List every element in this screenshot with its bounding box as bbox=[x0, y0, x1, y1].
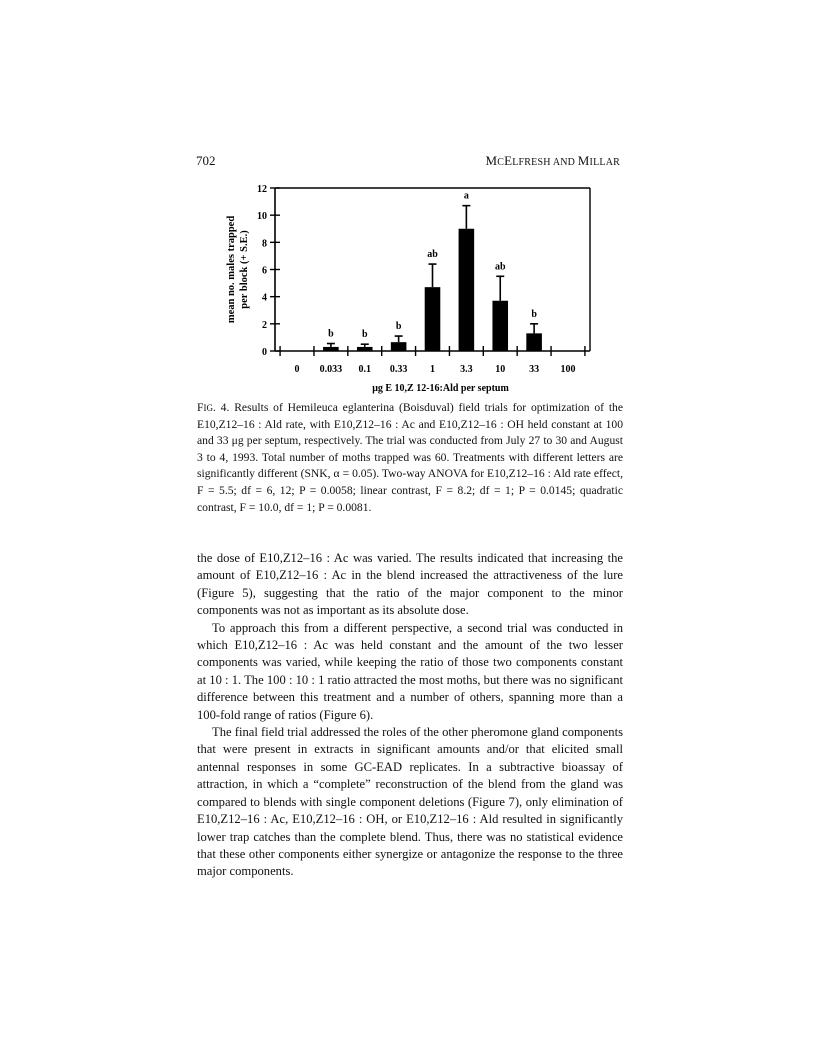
x-tick-label: 0.033 bbox=[319, 364, 343, 375]
y-axis-label: mean no. males trapped bbox=[226, 215, 237, 324]
bar bbox=[425, 287, 441, 351]
figure-label bbox=[197, 401, 229, 414]
figure-label-part: . 4. bbox=[212, 401, 230, 414]
y-tick-label: 0 bbox=[262, 347, 267, 358]
bar bbox=[492, 301, 508, 351]
caption-text: Results of Hemileuca eglanterina (Boisduval) field trials for optimization of the E10,Z12–16 : Ald rate, with E10,Z12–16 : Ac and E10,Z12–16 : OH held constant at 100 and 33 μg per septum, respectively. The trial was conducted from July 27 to 30 and August 3 to 4, 1993. Total number of moths trapped was 60. Treatments with different letters are significantly different (SNK, α = 0.05). Two-way ANOVA for E10,Z12–16 : Ald rate effect, F = 5.5; df = 6, 12; P = 0.0058; linear contrast, F = 8.2; df = 1; P = 0.0145; quadratic contrast, F = 10.0, df = 1; P = 0.0081. bbox=[197, 401, 624, 514]
running-head-part: C bbox=[497, 157, 505, 168]
x-axis-label: μg E 10,Z 12-16:Ald per septum bbox=[372, 383, 509, 394]
y-tick-label: 6 bbox=[262, 265, 267, 277]
x-tick-label: 10 bbox=[495, 364, 506, 375]
bar bbox=[459, 229, 475, 351]
y-tick-label: 4 bbox=[262, 292, 267, 304]
y-tick-label: 12 bbox=[257, 184, 267, 195]
x-tick-label: 33 bbox=[529, 364, 540, 375]
paragraph: The final field trial addressed the roles of the other pheromone gland components that were present in extracts in significant amounts and/or that elicited small antennal responses in some GC-EAD replicates. In a subtractive bioassay of attraction, in which a “complete” reconstruction of the blend from the gland was compared to blends with single component deletions (Figure 7), only elimination of E10,Z12–16 : Ac, E10,Z12–16 : OH, or E10,Z12–16 : Ald resulted in significantly lower trap catches than the complete blend. Thus, there was no statistical evidence that these other components either synergize or antagonize the response to the three major components. bbox=[197, 725, 623, 879]
y-tick-label: 8 bbox=[262, 238, 267, 250]
running-head bbox=[485, 153, 620, 169]
page-number: 702 bbox=[196, 153, 216, 168]
x-tick-label: 3.3 bbox=[460, 364, 473, 375]
body-text bbox=[197, 550, 623, 881]
significance-letter: b bbox=[361, 329, 368, 341]
running-head-part: E bbox=[504, 153, 513, 168]
x-tick-label: 0 bbox=[294, 364, 300, 375]
running-head-part: LFRESH AND bbox=[512, 157, 578, 168]
y-tick-label: 2 bbox=[262, 319, 267, 331]
running-head-part: M bbox=[577, 153, 590, 168]
bar bbox=[526, 333, 542, 351]
figure-label-part: IG bbox=[203, 403, 213, 413]
y-tick-label: 10 bbox=[257, 211, 267, 223]
significance-letter: ab bbox=[427, 249, 438, 261]
x-tick-label: 1 bbox=[430, 364, 435, 375]
figure-caption bbox=[197, 400, 623, 516]
bar bbox=[323, 347, 339, 351]
significance-letter: b bbox=[531, 308, 537, 320]
running-head-part: ILLAR bbox=[589, 157, 620, 168]
y-axis-label: per block (+ S.E.) bbox=[239, 230, 250, 309]
significance-letter: b bbox=[395, 321, 402, 333]
x-tick-label: 0.33 bbox=[389, 364, 408, 375]
paragraph: To approach this from a different perspective, a second trial was conducted in which E10,Z12–16 : Ac was held constant and the amount of the two lesser components was varied, while keeping the ratio of those two components constant at 10 : 1. The 100 : 10 : 1 ratio attracted the most moths, but there was no significant difference between this treatment and a number of others, spanning more than a 100-fold range of ratios (Figure 6). bbox=[197, 620, 623, 722]
running-head-part: M bbox=[485, 153, 498, 168]
significance-letter: a bbox=[463, 190, 469, 202]
significance-letter: b bbox=[328, 328, 334, 340]
x-tick-label: 0.1 bbox=[358, 364, 372, 375]
bar bbox=[391, 342, 407, 351]
significance-letter: ab bbox=[494, 261, 506, 273]
bar-chart bbox=[220, 180, 600, 395]
bar bbox=[357, 347, 373, 351]
x-tick-label: 100 bbox=[560, 364, 576, 375]
paragraph: the dose of E10,Z12–16 : Ac was varied. The results indicated that increasing the amount of E10,Z12–16 : Ac in the blend increased the attractiveness of the lure (Figure 5), suggesting that the ratio of the major component to the minor components was not as important as its absolute dose. bbox=[197, 551, 623, 618]
figure-label-part: F bbox=[197, 401, 204, 414]
